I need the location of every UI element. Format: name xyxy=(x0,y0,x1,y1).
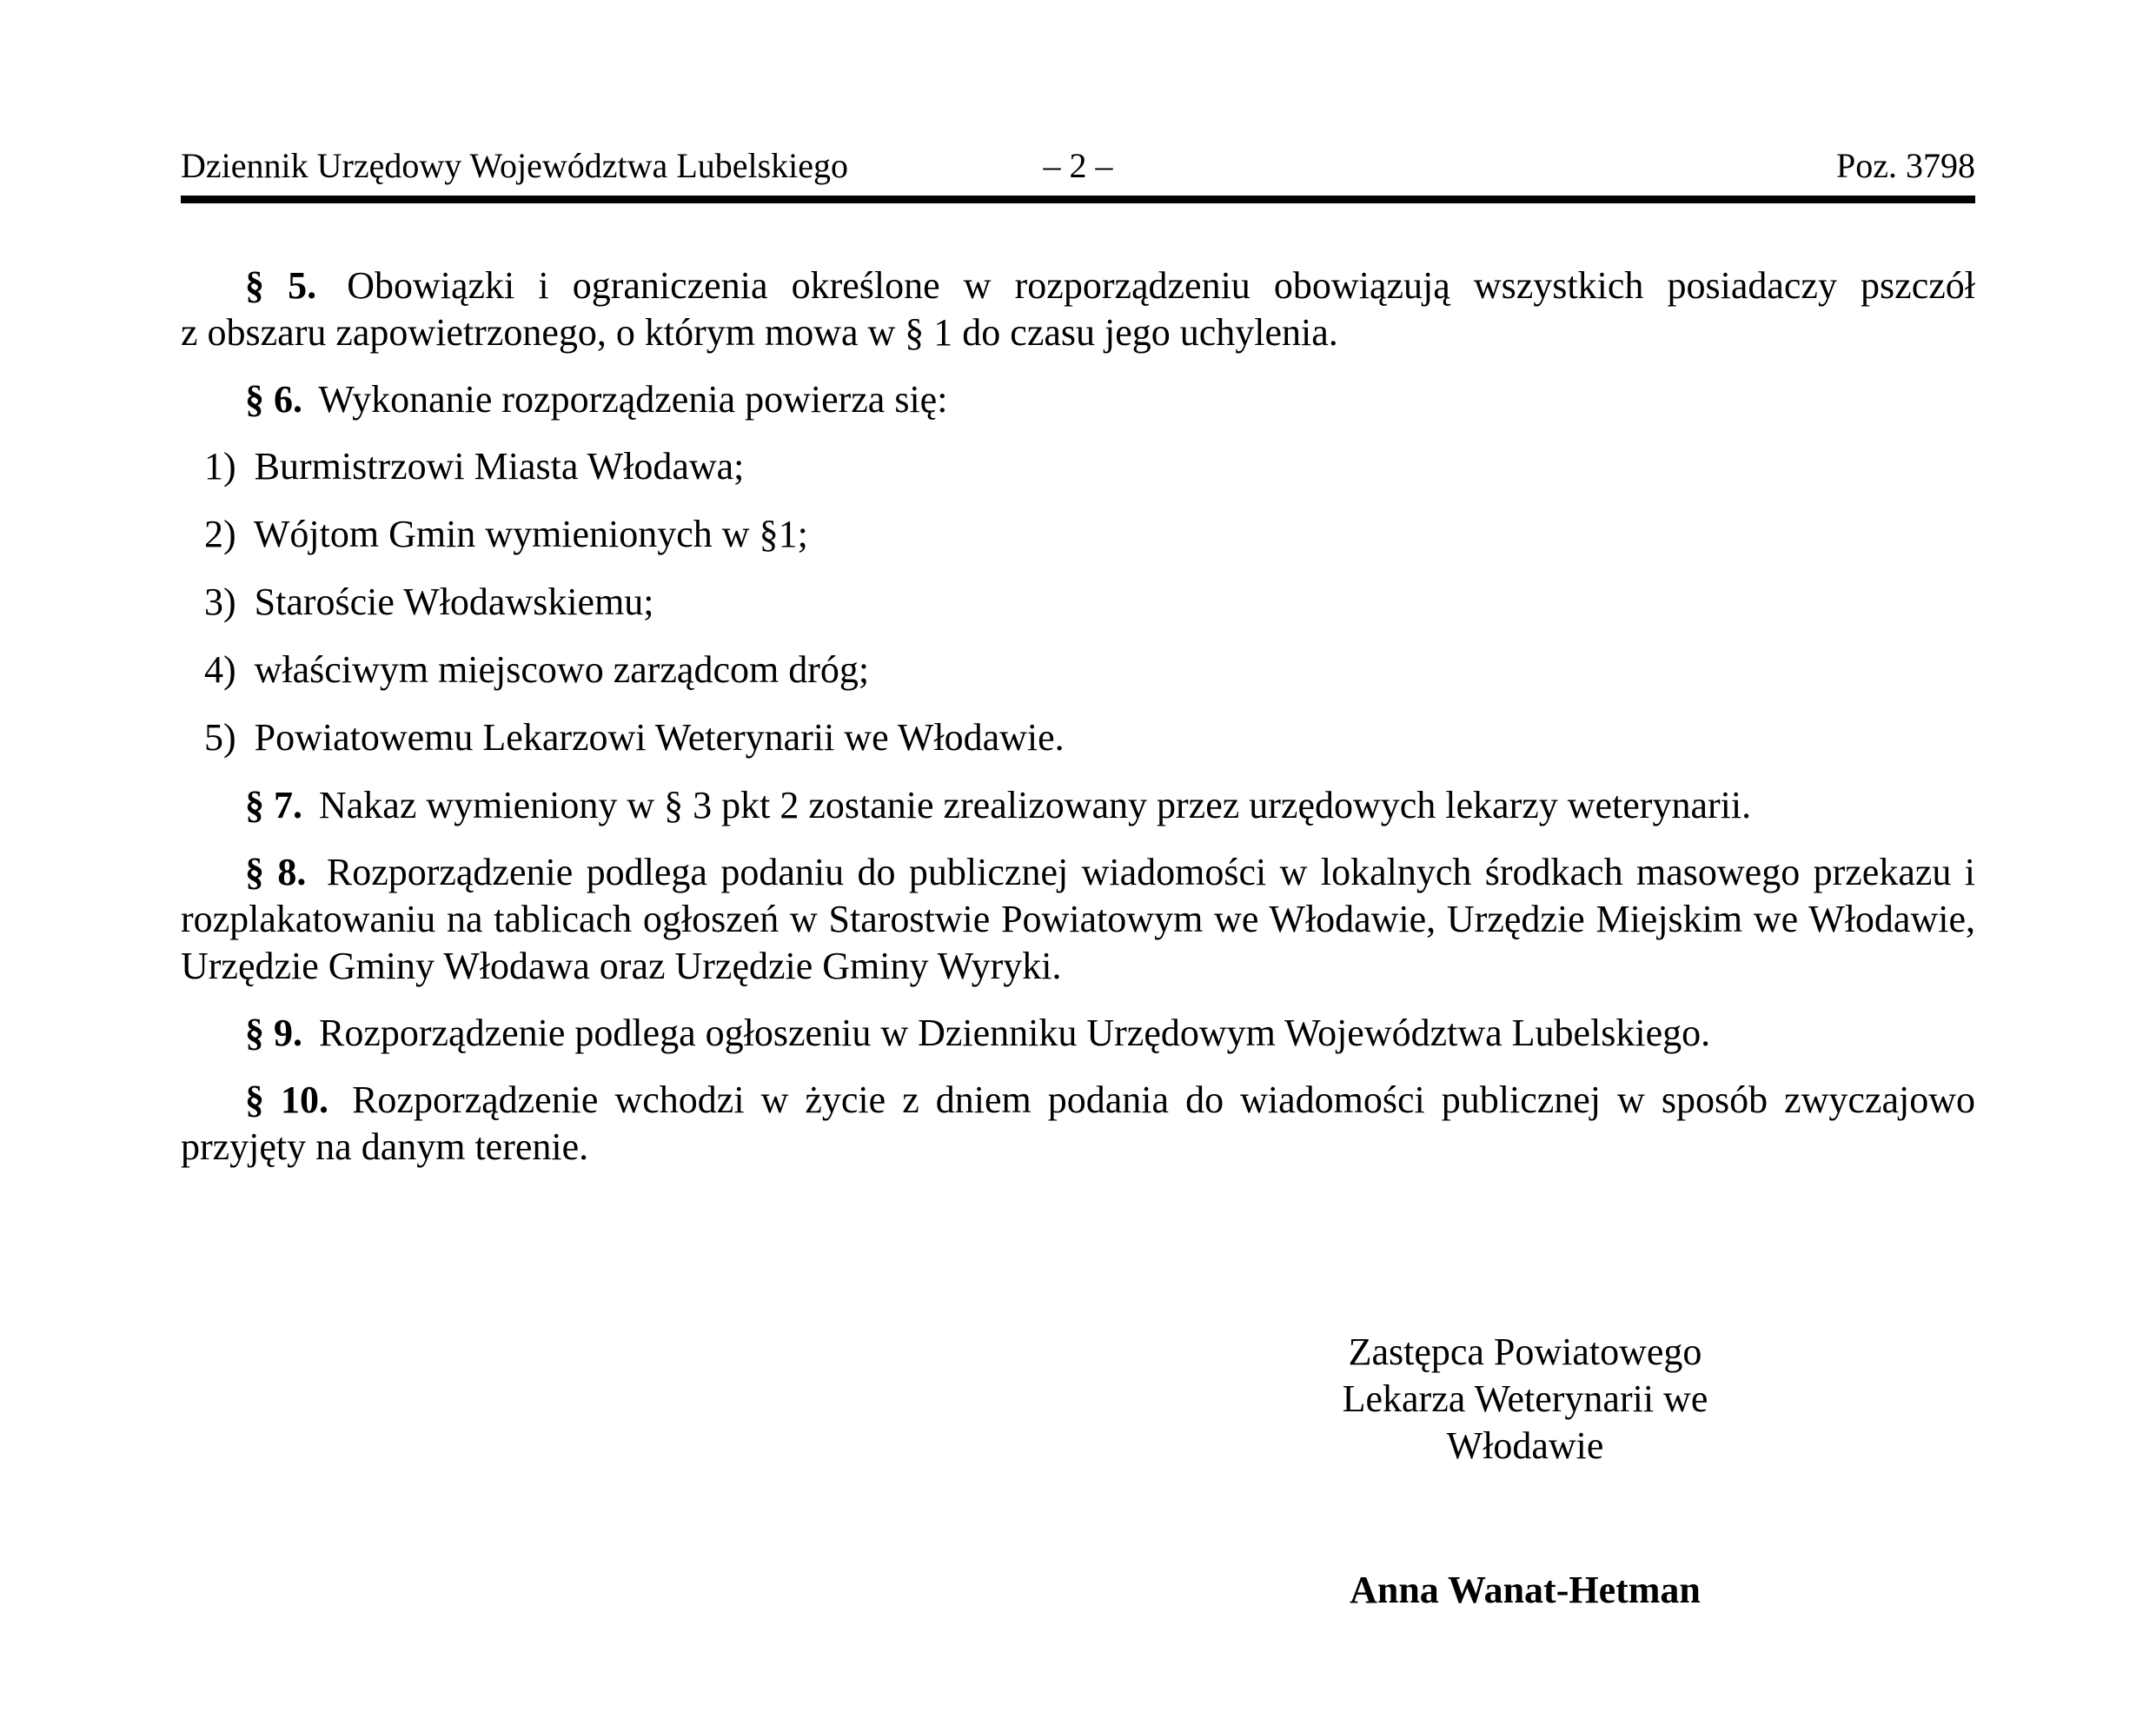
paragraph-7 xyxy=(181,782,1975,829)
paragraph-10 xyxy=(181,1077,1975,1171)
section-marker-9: § 9. xyxy=(245,1012,302,1054)
position-number: Poz. 3798 xyxy=(1836,146,1975,185)
list-item xyxy=(204,714,1975,761)
list-item-text: Wójtom Gmin wymienionych w §1; xyxy=(253,513,808,555)
list-item-text: właściwym miejscowo zarządcom dróg; xyxy=(254,648,870,691)
list-item xyxy=(204,647,1975,693)
paragraph-6-text: Wykonanie rozporządzenia powierza się: xyxy=(318,378,948,421)
list-item xyxy=(204,443,1975,490)
list-item-text: Burmistrzowi Miasta Włodawa; xyxy=(254,445,745,488)
list-item xyxy=(204,579,1975,626)
paragraph-6 xyxy=(181,376,1975,423)
section-marker-7: § 7. xyxy=(245,784,302,826)
header-rule xyxy=(181,196,1975,203)
list-item-number: 5) xyxy=(204,716,236,759)
signature-name: Anna Wanat-Hetman xyxy=(1350,1569,1701,1611)
list-item-text: Staroście Włodawskiemu; xyxy=(254,581,654,623)
list-item-number: 4) xyxy=(204,648,236,691)
paragraph-7-text: Nakaz wymieniony w § 3 pkt 2 zostanie zrealizowany przez urzędowych lekarzy weterynarii. xyxy=(319,784,1752,826)
paragraph-8-text: Rozporządzenie podlega podaniu do publicznej wiadomości w lokalnych środkach masowego przekazu i rozplakatowaniu na tablicach ogłoszeń w Starostwie Powiatowym we Włodawie, Urzędzie Miejskim we Włodawie, Urzędzie Gminy Włodawa oraz Urzędzie Gminy Wyryki. xyxy=(181,851,1976,987)
signature-block xyxy=(1247,1329,1803,1614)
list-item-number: 2) xyxy=(204,513,236,555)
section-marker-6: § 6. xyxy=(245,378,302,421)
list-item-text: Powiatowemu Lekarzowi Weterynarii we Włodawie. xyxy=(254,716,1065,759)
section-marker-10: § 10. xyxy=(245,1078,329,1121)
list-item-number: 1) xyxy=(204,445,236,488)
page-header xyxy=(181,148,1975,184)
signature-title-line-1: Zastępca Powiatowego xyxy=(1348,1330,1702,1373)
paragraph-5-text: Obowiązki i ograniczenia określone w rozporządzeniu obowiązują wszystkich posiadaczy pszczół z obszaru zapowietrzonego, o którym mowa w § 1 do czasu jego uchylenia. xyxy=(181,264,1975,354)
paragraph-9 xyxy=(181,1010,1975,1057)
paragraph-9-text: Rozporządzenie podlega ogłoszeniu w Dzienniku Urzędowym Województwa Lubelskiego. xyxy=(319,1012,1711,1054)
signature-title-line-2: Lekarza Weterynarii we xyxy=(1342,1377,1708,1420)
paragraph-10-text: Rozporządzenie wchodzi w życie z dniem podania do wiadomości publicznej w sposób zwyczajowo przyjęty na danym terenie. xyxy=(181,1078,1976,1168)
paragraph-5 xyxy=(181,262,1975,356)
signature-title xyxy=(1247,1329,1803,1470)
section-marker-8: § 8. xyxy=(245,851,307,893)
journal-title: Dziennik Urzędowy Województwa Lubelskiego xyxy=(181,146,849,185)
numbered-list xyxy=(181,443,1975,761)
list-item-number: 3) xyxy=(204,581,236,623)
paragraph-8 xyxy=(181,849,1975,990)
document-body xyxy=(181,262,1975,1171)
signature-title-line-3: Włodawie xyxy=(1446,1424,1604,1467)
section-marker-5: § 5. xyxy=(245,264,317,307)
list-item xyxy=(204,511,1975,558)
page-number: – 2 – xyxy=(1043,146,1113,185)
